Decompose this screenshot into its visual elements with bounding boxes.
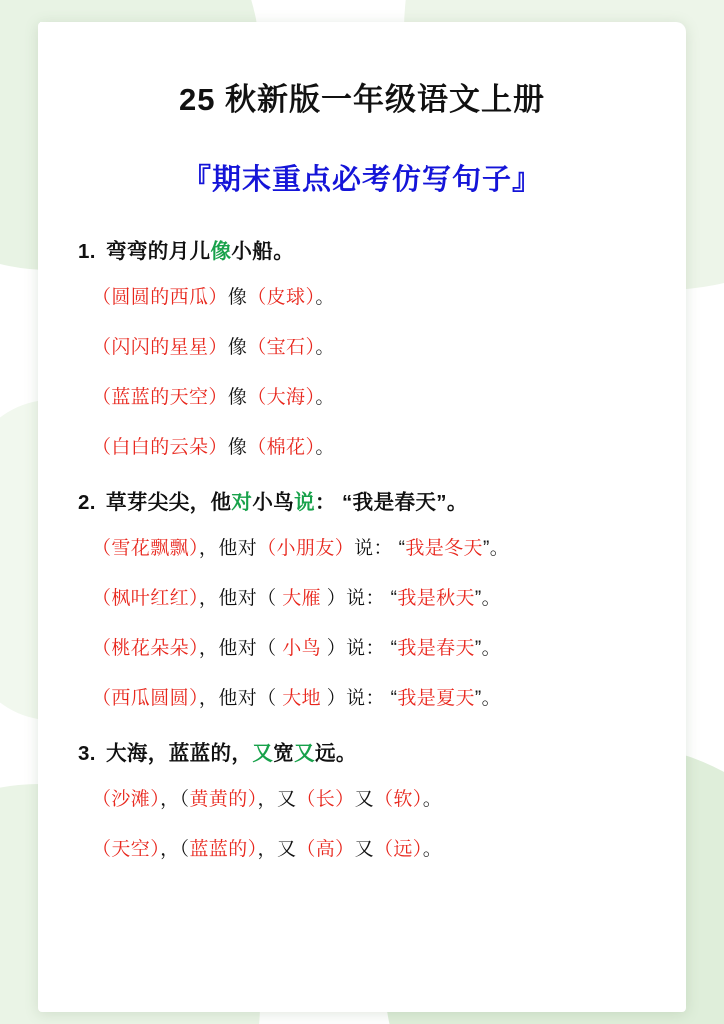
answer-text-part: 黄黄的 [189, 789, 248, 810]
answer-text-part: 小鸟 [282, 638, 322, 659]
answer-text-part: （ [247, 337, 267, 358]
answer-text-part: ）说： “ [321, 638, 398, 659]
answer-text-part: 大海 [266, 387, 306, 408]
answer-text-part: 。 [315, 437, 335, 458]
answer-line [78, 633, 652, 660]
answer-text-part: 又 [354, 789, 374, 810]
answer-text-part: 雪花飘飘 [111, 538, 190, 559]
answer-text-part: ） [208, 337, 228, 358]
answer-text-part: 我是秋天 [397, 588, 475, 609]
page-title: 25 秋新版一年级语文上册 [178, 82, 546, 117]
answer-text-part: ） [305, 287, 316, 308]
question-text-part: 像 [210, 240, 232, 263]
answer-text-part: 宝石 [266, 337, 306, 358]
answer-text-part: （ [373, 789, 394, 810]
answer-text-part: （ [257, 538, 277, 559]
question-number: 3. [78, 742, 102, 765]
answer-text-part: （ [92, 588, 112, 609]
answer-text-part: （ [247, 437, 267, 458]
answer-text-part: （ [296, 789, 316, 810]
answer-text-part: ）说： “ [321, 688, 398, 709]
answer-text-part: 长 [315, 789, 336, 810]
answer-text-part: ） [412, 839, 423, 860]
question-number: 1. [78, 240, 102, 263]
answer-text-part: ，他对（ [198, 588, 283, 609]
answer-text-part: 蓝蓝的 [189, 839, 248, 860]
exercise-list [72, 234, 652, 861]
answer-text-part: ） [208, 287, 228, 308]
question-number: 2. [78, 491, 102, 514]
answer-text-part: ） [189, 588, 199, 609]
question-text-part: 又 [294, 742, 316, 765]
answer-text-part: ”。 [474, 588, 502, 609]
question-text-part: 草芽尖尖，他 [106, 491, 232, 514]
answer-text-part: ”。 [474, 688, 502, 709]
answer-text-part: ） [247, 789, 258, 810]
answer-text-part: 软 [393, 789, 413, 810]
answer-text-part: 闪闪的星星 [111, 337, 209, 358]
answer-text-part: ，又 [257, 839, 297, 860]
answer-text-part: 棉花 [266, 437, 306, 458]
answer-text-part: 像 [227, 437, 248, 458]
answer-text-part: 大地 [282, 688, 322, 709]
answer-text-part: ） [305, 437, 316, 458]
answer-line [78, 382, 652, 409]
answer-text-part: 高 [315, 839, 336, 860]
answer-text-part: ） [189, 538, 199, 559]
answer-text-part: 说： “ [354, 538, 406, 559]
answer-text-part: ） [208, 387, 228, 408]
answer-text-part: 枫叶红红 [111, 588, 190, 609]
answer-text-part: 我是春天 [397, 638, 475, 659]
answer-line [78, 332, 652, 359]
answer-text-part: 大雁 [282, 588, 322, 609]
answer-text-part: （ [92, 839, 112, 860]
answer-text-part: 。 [422, 839, 443, 860]
answer-text-part: （ [92, 337, 112, 358]
answer-text-part: 。 [422, 789, 443, 810]
answer-text-part: 像 [227, 287, 248, 308]
answer-text-part: ） [334, 538, 355, 559]
answer-text-part: ） [150, 839, 161, 860]
answer-text-part: ） [305, 337, 316, 358]
answer-text-part: （ [373, 839, 394, 860]
question-text-part: 又 [252, 742, 274, 765]
question-text-part: 宽 [273, 742, 295, 765]
answer-text-part: ） [189, 688, 199, 709]
answer-text-part: ，（ [160, 789, 190, 810]
answer-text-part: 我是夏天 [397, 688, 475, 709]
answer-text-part: ”。 [482, 538, 510, 559]
answer-text-part: 。 [315, 387, 335, 408]
answer-text-part: 又 [354, 839, 374, 860]
answer-text-part: ，他对（ [198, 688, 283, 709]
answer-line [78, 784, 652, 811]
answer-text-part: 圆圆的西瓜 [111, 287, 209, 308]
answer-text-part: ”。 [474, 638, 502, 659]
document-content [38, 22, 686, 1012]
answer-text-part: 桃花朵朵 [111, 638, 190, 659]
answer-text-part: （ [92, 688, 112, 709]
answer-text-part: （ [247, 387, 267, 408]
answer-line [78, 683, 652, 710]
answer-text-part: 白白的云朵 [111, 437, 209, 458]
answer-text-part: （ [92, 287, 112, 308]
answer-line [78, 533, 652, 560]
answer-text-part: 天空 [111, 839, 151, 860]
answer-text-part: 蓝蓝的天空 [111, 387, 209, 408]
answer-text-part: 。 [315, 337, 335, 358]
question-text-part: 说 [294, 491, 316, 514]
answer-text-part: ，他对（ [198, 638, 283, 659]
page-subtitle: 『期末重点必考仿写句子』 [181, 164, 542, 196]
question-line [78, 234, 652, 264]
question-text-part: 小船。 [231, 240, 295, 263]
answer-text-part: ） [305, 387, 316, 408]
answer-text-part: （ [296, 839, 316, 860]
question-text-part: 远。 [315, 742, 357, 765]
answer-text-part: 。 [315, 287, 335, 308]
question-line [78, 736, 652, 766]
answer-text-part: （ [92, 638, 112, 659]
answer-text-part: （ [92, 437, 112, 458]
answer-line [78, 583, 652, 610]
answer-text-part: ） [189, 638, 199, 659]
question-line [78, 485, 652, 515]
answer-text-part: （ [92, 538, 112, 559]
answer-text-part: ） [335, 839, 355, 860]
answer-text-part: ） [335, 789, 355, 810]
question-text-part: 弯弯的月儿 [106, 240, 211, 263]
question-text-part: 小鸟 [252, 491, 295, 514]
question-text-part: 对 [231, 491, 253, 514]
answer-text-part: （ [92, 789, 112, 810]
answer-text-part: 西瓜圆圆 [111, 688, 190, 709]
answer-text-part: （ [92, 387, 112, 408]
answer-line [78, 834, 652, 861]
answer-line [78, 282, 652, 309]
question-text-part: ： “我是春天”。 [315, 491, 468, 514]
answer-text-part: ，又 [257, 789, 297, 810]
answer-text-part: ）说： “ [321, 588, 398, 609]
answer-line [78, 432, 652, 459]
answer-text-part: ） [208, 437, 228, 458]
answer-text-part: 远 [393, 839, 413, 860]
question-text-part: 大海，蓝蓝的， [106, 742, 253, 765]
answer-text-part: ，（ [160, 839, 190, 860]
answer-text-part: 像 [227, 337, 248, 358]
answer-text-part: 皮球 [266, 287, 306, 308]
answer-text-part: 我是冬天 [405, 538, 483, 559]
answer-text-part: 沙滩 [111, 789, 151, 810]
answer-text-part: （ [247, 287, 267, 308]
answer-text-part: ，他对 [198, 538, 258, 559]
answer-text-part: 像 [227, 387, 248, 408]
answer-text-part: ） [247, 839, 258, 860]
answer-text-part: 小朋友 [276, 538, 335, 559]
answer-text-part: ） [150, 789, 161, 810]
answer-text-part: ） [412, 789, 423, 810]
